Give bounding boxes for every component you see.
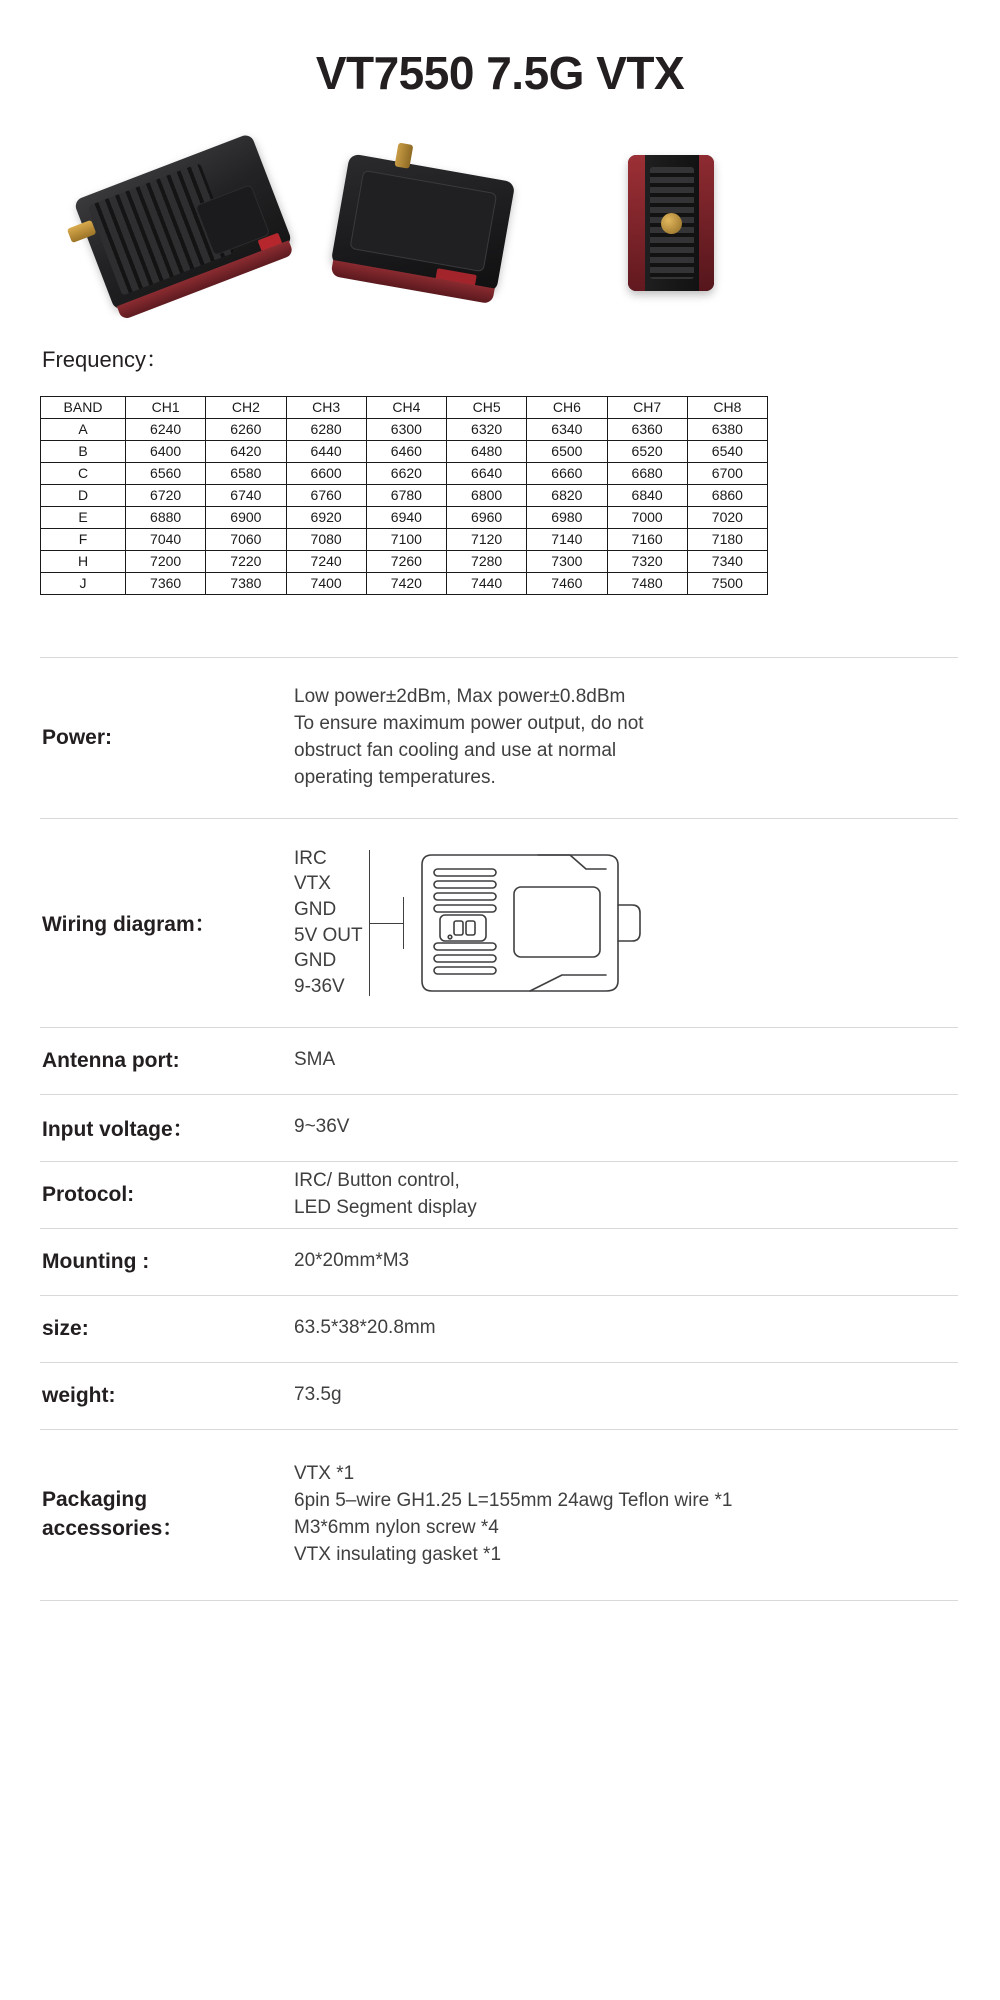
freq-cell-ch6: 6340	[527, 418, 607, 440]
product-photo-strip	[0, 125, 1000, 305]
freq-cell-ch5: 6800	[447, 484, 527, 506]
freq-cell-ch8: 7180	[687, 528, 767, 550]
wiring-pin-labels	[294, 846, 369, 1000]
freq-cell-ch2: 7220	[206, 550, 286, 572]
spec-value-packaging-accessories	[294, 1461, 958, 1569]
spec-row-antenna-port	[40, 1028, 958, 1095]
freq-cell-ch4: 7420	[366, 572, 446, 594]
spec-row-power	[40, 658, 958, 819]
spec-value-size: 63.5*38*20.8mm	[294, 1317, 436, 1339]
freq-cell-ch2: 6580	[206, 462, 286, 484]
spec-value-mounting: 20*20mm*M3	[294, 1250, 410, 1272]
red-side-stripe-right	[699, 155, 714, 291]
protocol-line-2: LED Segment display	[294, 1196, 477, 1218]
spec-label-weight: weight:	[42, 1383, 116, 1407]
freq-cell-ch4: 6460	[366, 440, 446, 462]
base-plate	[349, 169, 497, 271]
freq-cell-ch4: 6940	[366, 506, 446, 528]
freq-cell-ch5: 7120	[447, 528, 527, 550]
freq-cell-ch1: 6560	[126, 462, 206, 484]
spec-value-weight: 73.5g	[294, 1384, 342, 1406]
frequency-row-j	[41, 572, 768, 594]
packaging-line-3: M3*6mm nylon screw *4	[294, 1516, 499, 1538]
band-cell: C	[41, 462, 126, 484]
pin-label-2: VTX	[294, 873, 331, 895]
spec-row-weight	[40, 1363, 958, 1430]
frequency-col-header-ch5: CH5	[447, 396, 527, 418]
freq-cell-ch4: 7100	[366, 528, 446, 550]
power-line-4: operating temperatures.	[294, 766, 496, 788]
freq-cell-ch1: 7040	[126, 528, 206, 550]
freq-cell-ch7: 7000	[607, 506, 687, 528]
freq-cell-ch4: 6300	[366, 418, 446, 440]
frequency-col-header-ch3: CH3	[286, 396, 366, 418]
freq-cell-ch5: 7440	[447, 572, 527, 594]
band-cell: F	[41, 528, 126, 550]
red-side-stripe-left	[628, 155, 645, 291]
freq-cell-ch1: 6720	[126, 484, 206, 506]
power-line-3: obstruct fan cooling and use at normal	[294, 739, 617, 761]
freq-cell-ch1: 6400	[126, 440, 206, 462]
freq-cell-ch8: 6700	[687, 462, 767, 484]
freq-cell-ch6: 7460	[527, 572, 607, 594]
freq-cell-ch4: 7260	[366, 550, 446, 572]
freq-cell-ch2: 6260	[206, 418, 286, 440]
freq-cell-ch3: 7400	[286, 572, 366, 594]
band-cell: B	[41, 440, 126, 462]
freq-cell-ch7: 7320	[607, 550, 687, 572]
product-photo-top-view	[70, 125, 278, 281]
freq-cell-ch8: 6540	[687, 440, 767, 462]
spec-label-antenna-port: Antenna port:	[42, 1048, 180, 1072]
spec-label-protocol: Protocol:	[42, 1182, 135, 1206]
freq-cell-ch5: 6960	[447, 506, 527, 528]
freq-cell-ch2: 7060	[206, 528, 286, 550]
product-photo-side-view	[600, 125, 714, 291]
freq-cell-ch3: 7080	[286, 528, 366, 550]
vtx-device-body	[73, 132, 293, 310]
freq-cell-ch3: 7240	[286, 550, 366, 572]
protocol-line-1: IRC/ Button control,	[294, 1169, 460, 1191]
freq-cell-ch8: 7340	[687, 550, 767, 572]
spec-value-protocol	[294, 1168, 958, 1222]
spec-label-size: size:	[42, 1316, 89, 1340]
frequency-row-c	[41, 462, 768, 484]
spec-row-mounting	[40, 1229, 958, 1296]
freq-cell-ch1: 6880	[126, 506, 206, 528]
frequency-row-h	[41, 550, 768, 572]
freq-cell-ch6: 7140	[527, 528, 607, 550]
wiring-connector-line	[403, 897, 404, 949]
pin-label-3: GND	[294, 898, 337, 920]
freq-cell-ch5: 6320	[447, 418, 527, 440]
spec-label-input-voltage: Input voltage：	[42, 1117, 194, 1141]
frequency-col-header-band: BAND	[41, 396, 126, 418]
pin-label-5: GND	[294, 950, 337, 972]
pin-label-6: 9-36V	[294, 975, 345, 997]
freq-cell-ch8: 7500	[687, 572, 767, 594]
freq-cell-ch7: 7480	[607, 572, 687, 594]
pin-label-1: IRC	[294, 847, 327, 869]
frequency-table-header-row	[41, 396, 768, 418]
spec-label-packaging-accessories: Packaging accessories：	[42, 1487, 184, 1540]
frequency-row-a	[41, 418, 768, 440]
band-cell: A	[41, 418, 126, 440]
specifications-list	[40, 657, 958, 1601]
frequency-col-header-ch7: CH7	[607, 396, 687, 418]
pin-label-4: 5V OUT	[294, 924, 363, 946]
frequency-section-label: Frequency：	[42, 346, 168, 372]
vtx-outline-drawing	[410, 847, 646, 999]
spec-value-power	[294, 684, 958, 792]
sma-connector-icon	[661, 213, 682, 234]
freq-cell-ch3: 6920	[286, 506, 366, 528]
band-cell: H	[41, 550, 126, 572]
freq-cell-ch2: 6900	[206, 506, 286, 528]
freq-cell-ch6: 7300	[527, 550, 607, 572]
freq-cell-ch2: 7380	[206, 572, 286, 594]
frequency-table-body	[41, 418, 768, 594]
freq-cell-ch7: 6840	[607, 484, 687, 506]
freq-cell-ch7: 7160	[607, 528, 687, 550]
spec-row-input-voltage	[40, 1095, 958, 1162]
frequency-col-header-ch4: CH4	[366, 396, 446, 418]
band-cell: E	[41, 506, 126, 528]
frequency-row-f	[41, 528, 768, 550]
wiring-bracket-line	[369, 850, 370, 996]
freq-cell-ch4: 6620	[366, 462, 446, 484]
freq-cell-ch3: 6440	[286, 440, 366, 462]
freq-cell-ch7: 6680	[607, 462, 687, 484]
freq-cell-ch4: 6780	[366, 484, 446, 506]
freq-cell-ch7: 6360	[607, 418, 687, 440]
page-title: VT7550 7.5G VTX	[315, 47, 685, 99]
sma-connector-icon	[394, 142, 413, 168]
spec-value-wiring-diagram	[294, 846, 958, 1000]
sma-connector-icon	[67, 219, 97, 242]
band-cell: D	[41, 484, 126, 506]
power-line-2: To ensure maximum power output, do not	[294, 712, 644, 734]
frequency-row-d	[41, 484, 768, 506]
product-photo-bottom-view	[325, 125, 507, 279]
freq-cell-ch5: 7280	[447, 550, 527, 572]
packaging-line-2: 6pin 5–wire GH1.25 L=155mm 24awg Teflon wire *1	[294, 1489, 733, 1511]
frequency-col-header-ch1: CH1	[126, 396, 206, 418]
packaging-line-1: VTX *1	[294, 1462, 355, 1484]
freq-cell-ch6: 6500	[527, 440, 607, 462]
freq-cell-ch2: 6740	[206, 484, 286, 506]
freq-cell-ch8: 6380	[687, 418, 767, 440]
wiring-diagram	[294, 846, 958, 1000]
freq-cell-ch6: 6820	[527, 484, 607, 506]
freq-cell-ch8: 7020	[687, 506, 767, 528]
freq-cell-ch5: 6640	[447, 462, 527, 484]
spec-row-size	[40, 1296, 958, 1363]
frequency-row-b	[41, 440, 768, 462]
freq-cell-ch7: 6520	[607, 440, 687, 462]
frequency-col-header-ch6: CH6	[527, 396, 607, 418]
freq-cell-ch2: 6420	[206, 440, 286, 462]
freq-cell-ch6: 6660	[527, 462, 607, 484]
freq-cell-ch1: 7200	[126, 550, 206, 572]
packaging-line-4: VTX insulating gasket *1	[294, 1543, 502, 1565]
frequency-table	[40, 396, 768, 595]
band-cell: J	[41, 572, 126, 594]
freq-cell-ch1: 7360	[126, 572, 206, 594]
freq-cell-ch5: 6480	[447, 440, 527, 462]
spec-value-input-voltage: 9~36V	[294, 1116, 350, 1138]
freq-cell-ch3: 6280	[286, 418, 366, 440]
vtx-device-body-side	[628, 155, 714, 291]
spec-label-mounting: Mounting :	[42, 1249, 150, 1273]
spec-row-packaging-accessories	[40, 1430, 958, 1601]
freq-cell-ch3: 6600	[286, 462, 366, 484]
frequency-row-e	[41, 506, 768, 528]
spec-value-antenna-port: SMA	[294, 1049, 336, 1071]
frequency-col-header-ch2: CH2	[206, 396, 286, 418]
freq-cell-ch1: 6240	[126, 418, 206, 440]
freq-cell-ch6: 6980	[527, 506, 607, 528]
spec-label-power: Power:	[42, 725, 113, 749]
frequency-col-header-ch8: CH8	[687, 396, 767, 418]
vtx-device-body-bottom	[331, 153, 516, 292]
spec-row-protocol	[40, 1162, 958, 1229]
freq-cell-ch8: 6860	[687, 484, 767, 506]
power-line-1: Low power±2dBm, Max power±0.8dBm	[294, 685, 626, 707]
spec-label-wiring-diagram: Wiring diagram：	[42, 912, 216, 936]
spec-row-wiring-diagram	[40, 819, 958, 1028]
freq-cell-ch3: 6760	[286, 484, 366, 506]
